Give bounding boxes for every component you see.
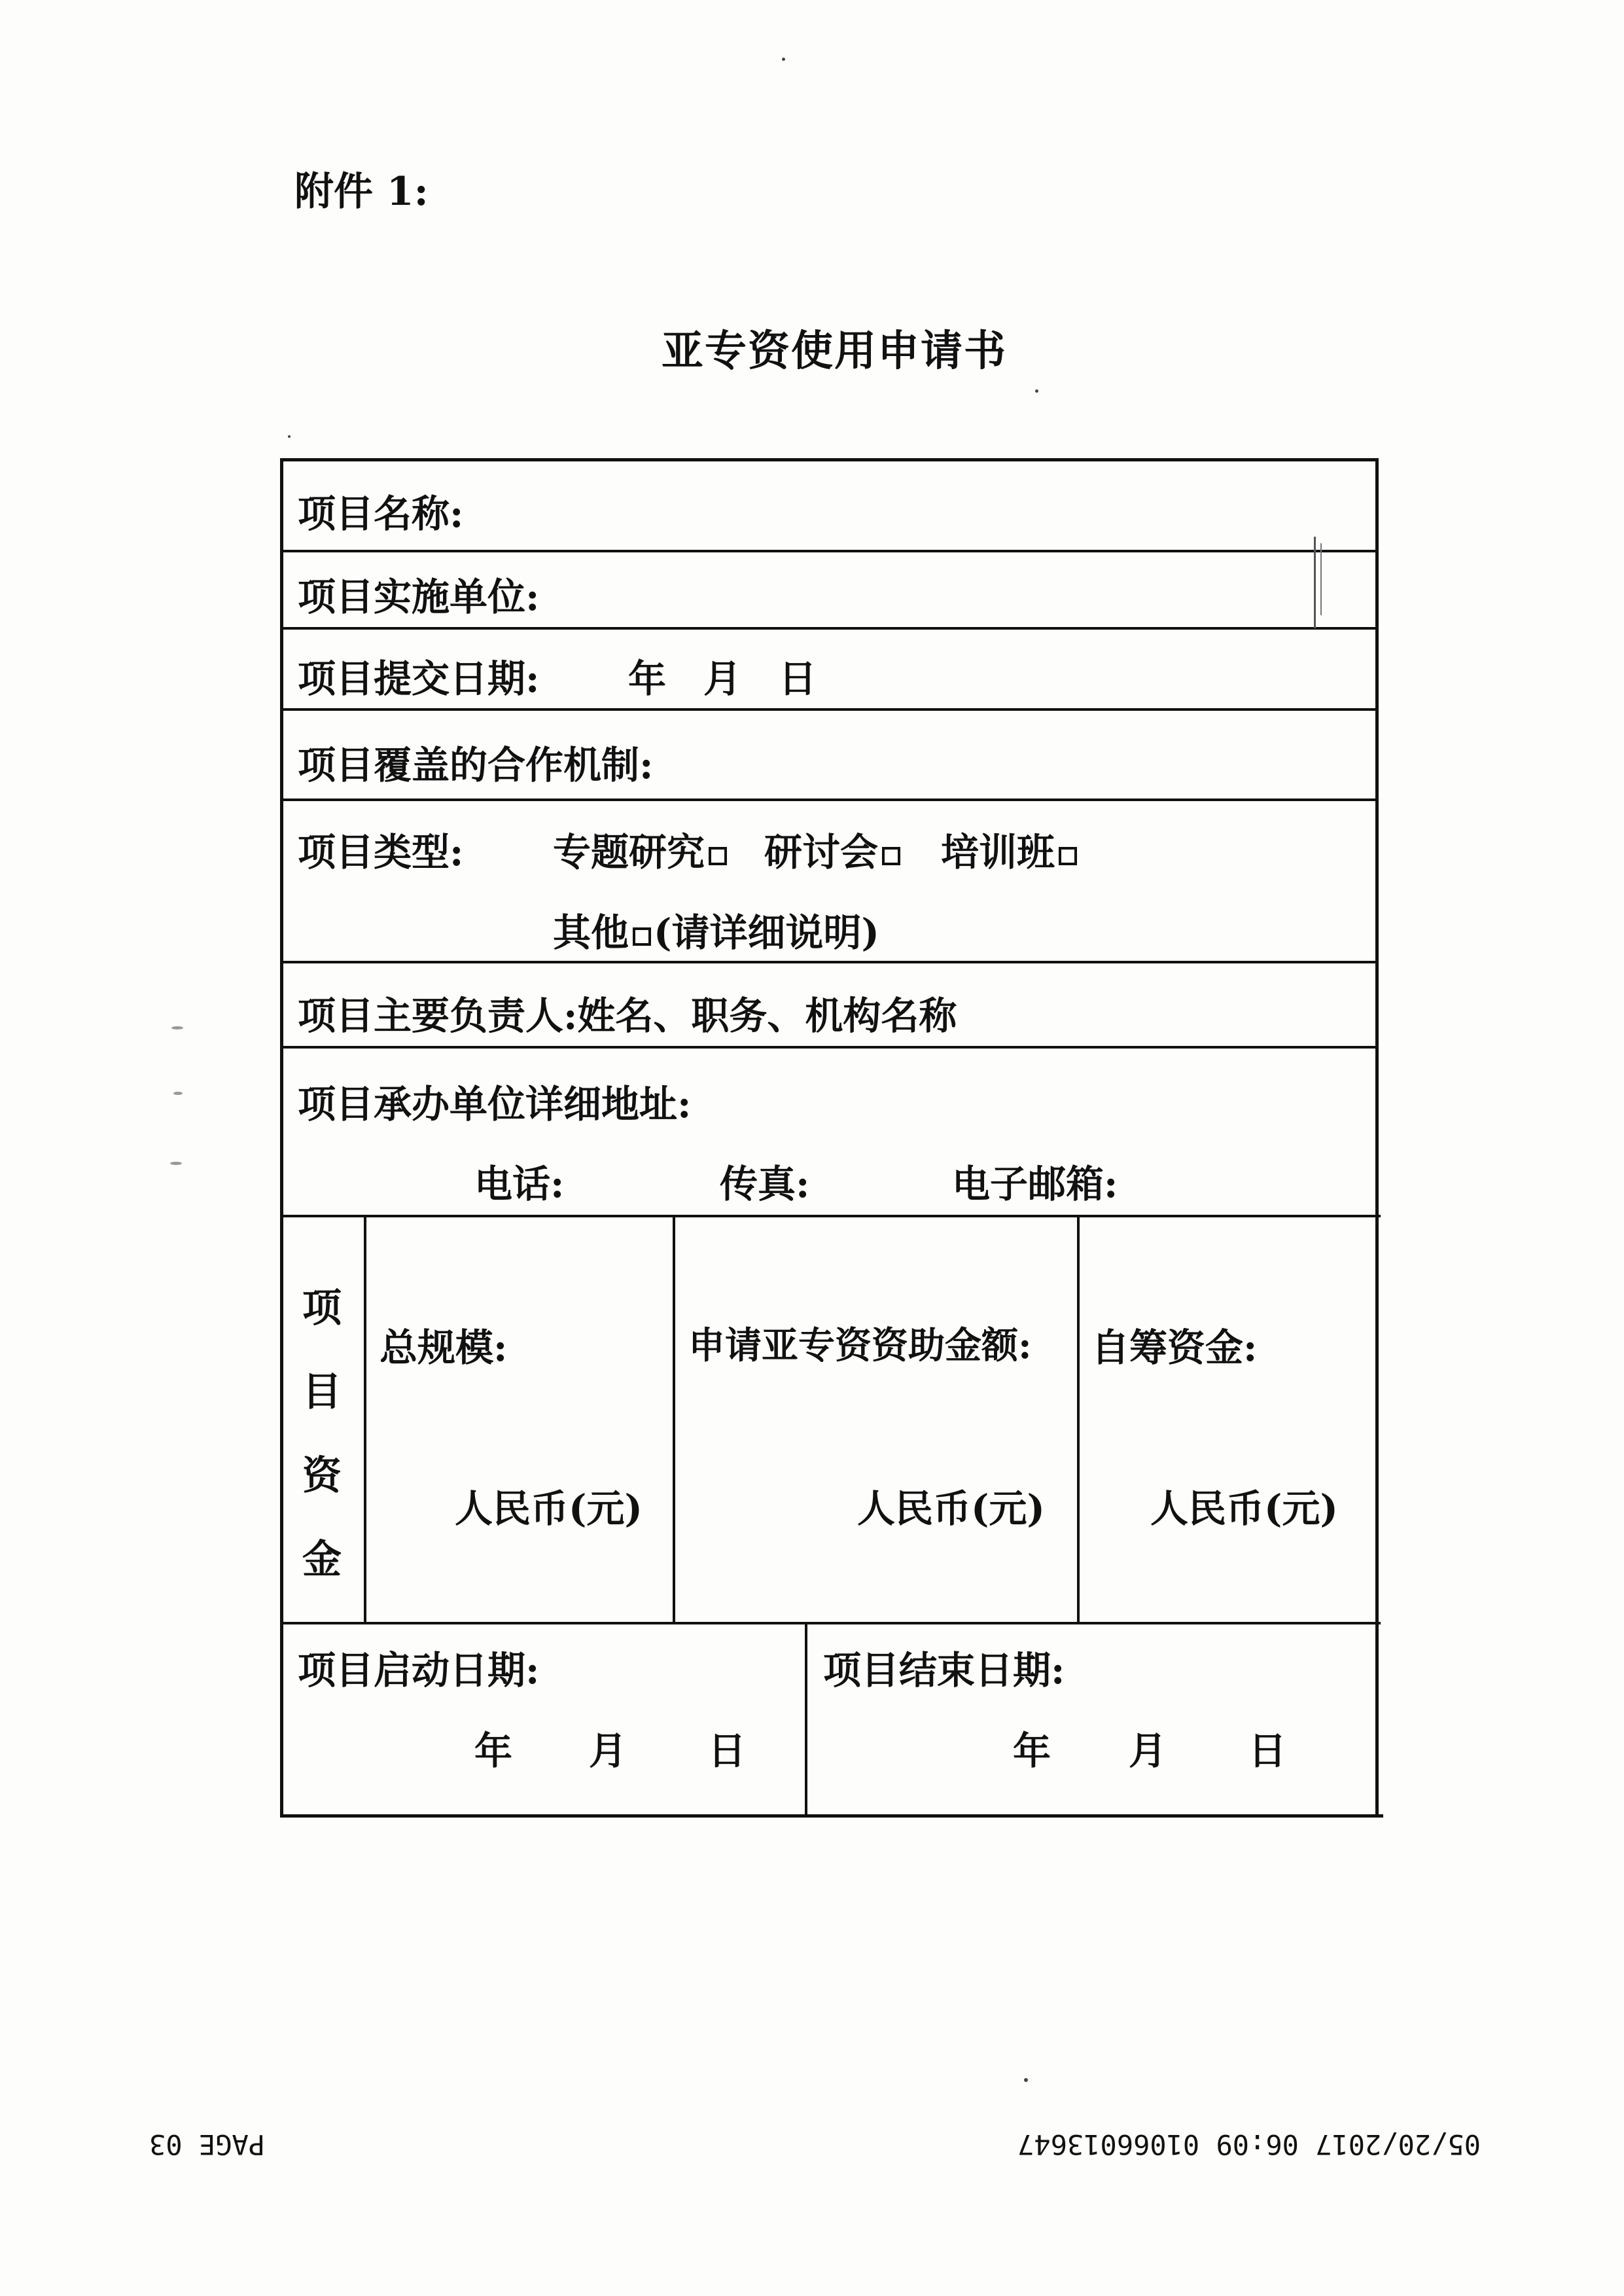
type-option-label: 专题研究 bbox=[553, 830, 705, 874]
start-year: 年 bbox=[474, 1729, 513, 1773]
end-month: 月 bbox=[1129, 1729, 1167, 1773]
attachment-label: 附件 1: bbox=[294, 169, 429, 215]
scan-speck bbox=[1024, 2078, 1028, 2082]
requested-amount-label: 申请亚专资资助金额: bbox=[688, 1324, 1032, 1367]
submit-month: 月 bbox=[703, 656, 742, 701]
type-option-other[interactable] bbox=[553, 902, 879, 957]
start-date-label: 项目启动日期: bbox=[298, 1648, 540, 1693]
type-option-training[interactable] bbox=[941, 821, 1080, 876]
scan-mark bbox=[1314, 537, 1316, 628]
fax-label: 传真: bbox=[720, 1162, 810, 1206]
table-border-bottom bbox=[280, 1814, 1383, 1818]
row-divider bbox=[280, 1046, 1378, 1049]
phone-label: 电话: bbox=[474, 1162, 565, 1206]
row-divider bbox=[280, 1215, 1381, 1217]
start-month: 月 bbox=[589, 1729, 627, 1773]
checkbox[interactable] bbox=[633, 927, 651, 946]
address-label: 项目承办单位详细地址: bbox=[298, 1082, 692, 1126]
checkbox[interactable] bbox=[882, 847, 900, 865]
row-divider bbox=[280, 627, 1378, 630]
total-scale-label: 总规模: bbox=[380, 1325, 508, 1370]
funds-char: 资 bbox=[302, 1453, 342, 1499]
fax-timestamp-footer: 05/20/2017 06:09 01066013647 bbox=[1017, 2128, 1481, 2161]
project-type-label: 项目类型: bbox=[298, 830, 464, 874]
type-option-label: 培训班 bbox=[941, 830, 1055, 874]
row-divider bbox=[280, 961, 1378, 963]
funds-char: 项 bbox=[302, 1285, 342, 1331]
col-divider bbox=[364, 1215, 366, 1623]
scan-speck bbox=[782, 58, 785, 61]
scan-speck bbox=[1035, 389, 1038, 393]
checkbox[interactable] bbox=[1059, 847, 1077, 865]
submit-date-label: 项目提交日期: bbox=[298, 656, 540, 701]
type-option-research[interactable] bbox=[553, 821, 730, 876]
scan-speck bbox=[173, 1092, 183, 1095]
project-name-label: 项目名称: bbox=[298, 492, 464, 536]
col-divider bbox=[673, 1215, 675, 1623]
self-raised-label: 自筹资金: bbox=[1091, 1325, 1258, 1370]
mechanism-label: 项目覆盖的合作机制: bbox=[298, 743, 654, 787]
total-unit: 人民币(元) bbox=[455, 1486, 643, 1531]
form-title: 亚专资使用申请书 bbox=[662, 327, 1007, 376]
checkbox[interactable] bbox=[709, 847, 727, 865]
funds-vertical-label bbox=[302, 1266, 342, 1602]
type-option-label: 其他 bbox=[553, 910, 629, 955]
other-note: (请详细说明) bbox=[654, 910, 879, 955]
funds-char: 金 bbox=[302, 1537, 342, 1583]
funds-char: 目 bbox=[302, 1369, 342, 1415]
scan-speck bbox=[288, 435, 291, 438]
self-raised-unit: 人民币(元) bbox=[1150, 1486, 1338, 1531]
scan-mark bbox=[1320, 543, 1322, 615]
type-option-label: 研讨会 bbox=[764, 830, 879, 874]
table-border-top bbox=[280, 458, 1378, 461]
submit-year: 年 bbox=[628, 656, 667, 701]
end-date-label: 项目结束日期: bbox=[823, 1648, 1065, 1693]
col-divider bbox=[805, 1622, 807, 1817]
table-border-right bbox=[1375, 458, 1379, 1818]
row-divider bbox=[280, 708, 1378, 711]
table-border-left bbox=[280, 458, 283, 1818]
row-divider bbox=[280, 550, 1378, 552]
leader-label: 项目主要负责人:姓名、职务、机构名称 bbox=[298, 994, 957, 1038]
start-day: 日 bbox=[708, 1729, 747, 1773]
row-divider bbox=[280, 1622, 1381, 1624]
end-year: 年 bbox=[1013, 1729, 1051, 1773]
col-divider bbox=[1077, 1215, 1080, 1623]
row-divider bbox=[280, 798, 1378, 801]
implementing-unit-label: 项目实施单位: bbox=[298, 575, 540, 619]
type-option-seminar[interactable] bbox=[764, 821, 903, 876]
submit-day: 日 bbox=[779, 656, 817, 701]
end-day: 日 bbox=[1248, 1729, 1287, 1773]
page-number-footer: PAGE 03 bbox=[149, 2128, 266, 2161]
requested-unit: 人民币(元) bbox=[857, 1486, 1045, 1531]
scan-speck bbox=[170, 1162, 182, 1165]
scan-speck bbox=[171, 1026, 183, 1030]
email-label: 电子邮箱: bbox=[952, 1162, 1118, 1206]
